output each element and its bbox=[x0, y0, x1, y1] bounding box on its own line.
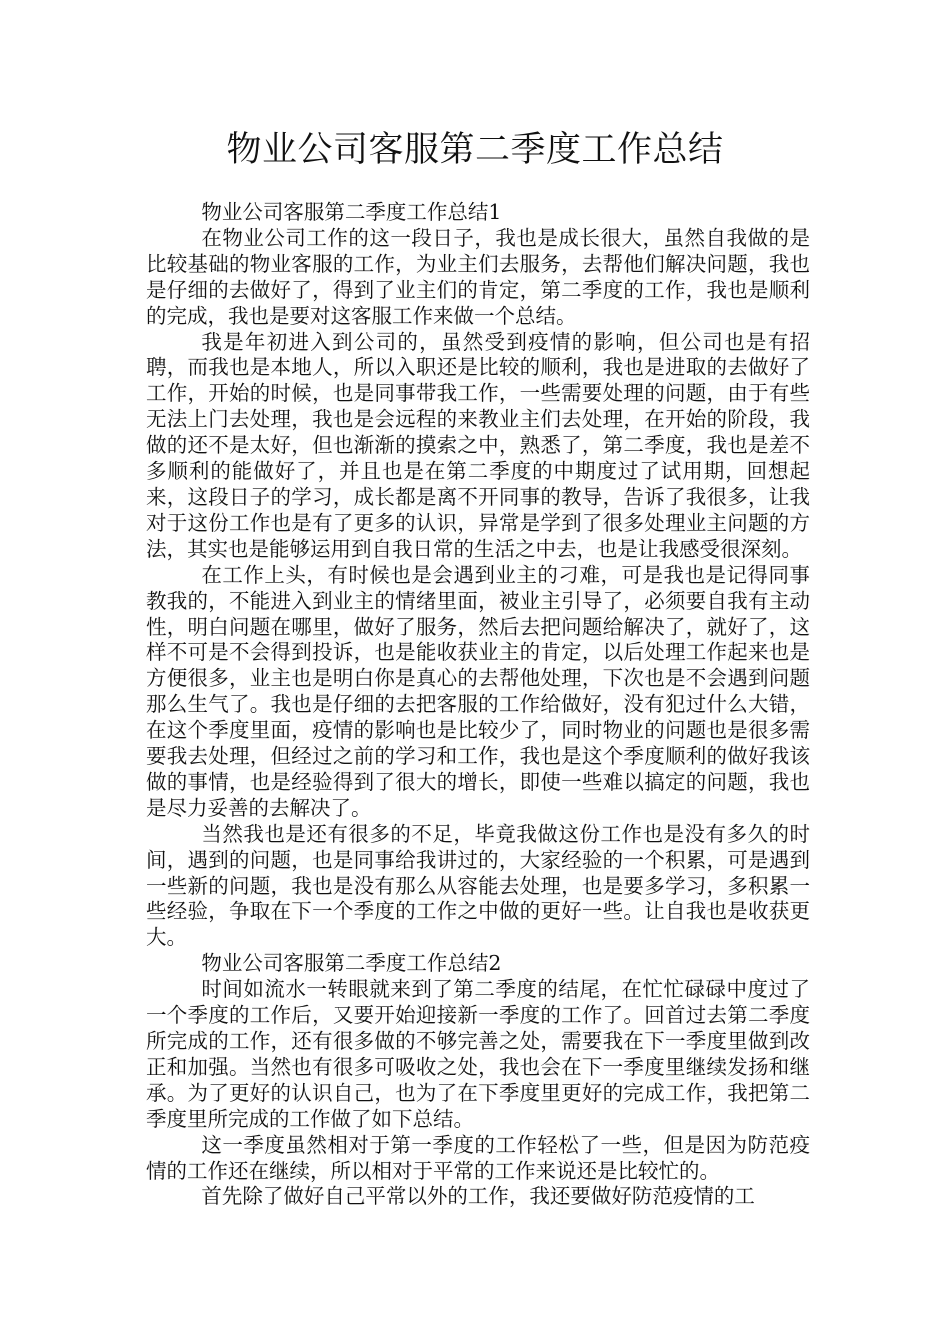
document-body bbox=[146, 200, 810, 1210]
section-heading-1: 物业公司客服第二季度工作总结1 bbox=[201, 200, 502, 224]
paragraph: 在物业公司工作的这一段日子，我也是成长很大，虽然自我做的是比较基础的物业客服的工作，为业主们去服务，去帮他们解决问题，我也是仔细的去做好了，得到了业主们的肯定，第二季度的工作，我也是顺利的完成，我也是要对这客服工作来做一个总结。 bbox=[146, 225, 810, 328]
section-heading-2: 物业公司客服第二季度工作总结2 bbox=[201, 951, 502, 976]
paragraph: 在工作上头，有时候也是会遇到业主的刁难，可是我也是记得同事教我的，不能进入到业主的情绪里面，被业主引导了，必须要自我有主动性，明白问题在哪里，做好了服务，然后去把问题给解决了，就好了，这样不可是不会得到投诉，也是能收获业主的肯定，以后处理工作起来也是方便很多，业主也是明白你是真心的去帮他处理，下次也是不会遇到问题那么生气了。我也是仔细的去把客服的工作给做好，没有犯过什么大错，在这个季度里面，疫情的影响也是比较少了，同时物业的问题也是很多需要我去处理，但经过之前的学习和工作，我也是这个季度顺利的做好我该做的事情，也是经验得到了很大的增长，即使一些难以搞定的问题，我也是尽力妥善的去解决了。 bbox=[146, 562, 810, 820]
paragraph: 首先除了做好自己平常以外的工作，我还要做好防范疫情的工 bbox=[201, 1184, 755, 1209]
paragraph: 时间如流水一转眼就来到了第二季度的结尾，在忙忙碌碌中度过了一个季度的工作后，又要开始迎接新一季度的工作了。回首过去第二季度所完成的工作，还有很多做的不够完善之处，需要我在下一季度里做到改正和加强。当然也有很多可吸收之处，我也会在下一季度里继续发扬和继承。为了更好的认识自己，也为了在下季度里更好的完成工作，我把第二季度里所完成的工作做了如下总结。 bbox=[146, 977, 810, 1131]
paragraph: 这一季度虽然相对于第一季度的工作轻松了一些，但是因为防范疫情的工作还在继续，所以相对于平常的工作来说还是比较忙的。 bbox=[146, 1132, 810, 1183]
paragraph: 当然我也是还有很多的不足，毕竟我做这份工作也是没有多久的时间，遇到的问题，也是同事给我讲过的，大家经验的一个积累，可是遇到一些新的问题，我也是没有那么从容能去处理，也是要多学习，多积累一些经验，争取在下一个季度的工作之中做的更好一些。让自我也是收获更大。 bbox=[146, 821, 810, 950]
paragraph: 我是年初进入到公司的，虽然受到疫情的影响，但公司也是有招聘，而我也是本地人，所以入职还是比较的顺利，我也是进取的去做好了工作，开始的时候，也是同事带我工作，一些需要处理的问题，由于有些无法上门去处理，我也是会远程的来教业主们去处理，在开始的阶段，我做的还不是太好，但也渐渐的摸索之中，熟悉了，第二季度，我也是差不多顺利的能做好了，并且也是在第二季度的中期度过了试用期，回想起来，这段日子的学习，成长都是离不开同事的教导，告诉了我很多，让我对于这份工作也是有了更多的认识，异常是学到了很多处理业主问题的方法，其实也是能够运用到自我日常的生活之中去，也是让我感受很深刻。 bbox=[146, 329, 810, 561]
document-title: 物业公司客服第二季度工作总结 bbox=[226, 130, 724, 170]
